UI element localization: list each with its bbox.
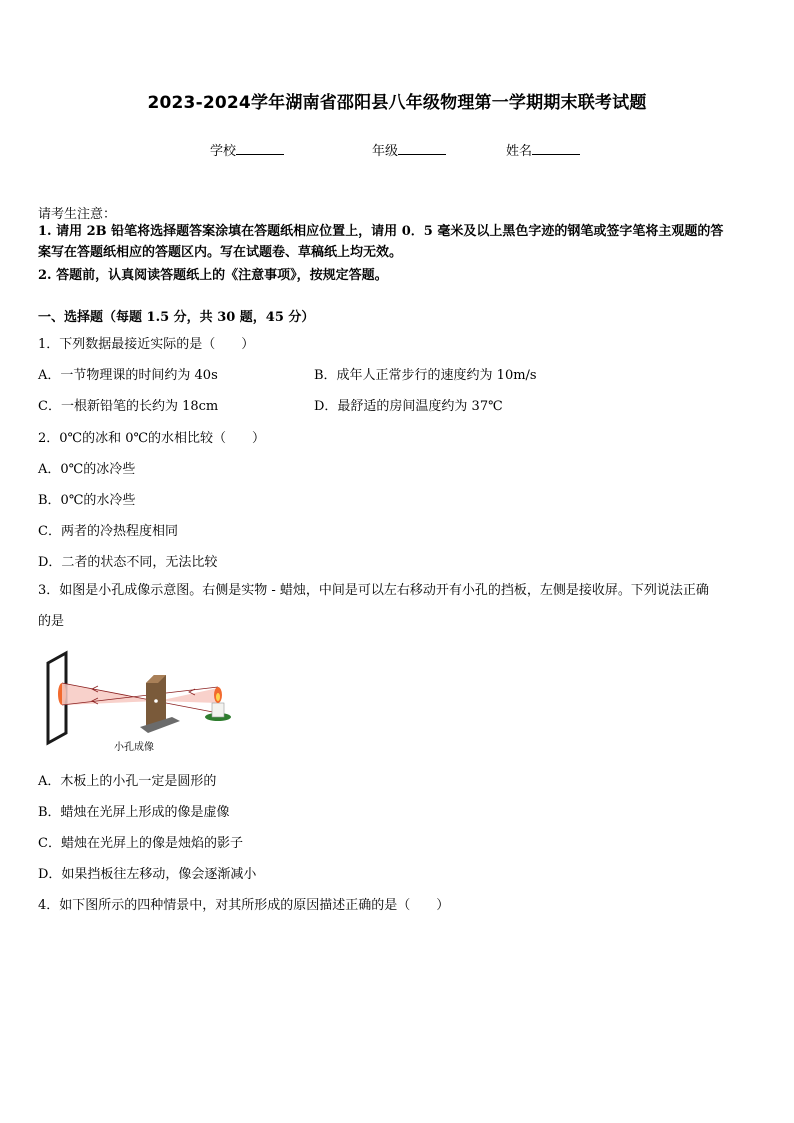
question-1-option-a: A．一节物理课的时间约为 40s [38,368,218,383]
question-1-stem: 1．下列数据最接近实际的是（ ） [38,337,255,352]
question-2-option-b: B．0℃的水冷些 [38,493,136,508]
pinhole [154,699,158,703]
grade-field [372,140,446,159]
notice-heading: 请考生注意： [38,207,117,222]
question-3-option-b: B．蜡烛在光屏上形成的像是虚像 [38,805,230,820]
candle-flame-core [216,693,220,701]
school-blank [236,142,284,155]
name-field [506,140,580,159]
pinhole-camera-figure [40,645,240,760]
notice-item-1-line-1: 1. 请用 2B 铅笔将选择题答案涂填在答题纸相应位置上，请用 0．5 毫米及以上黑色字迹的钢笔或签字笔将主观题的答 [38,224,724,239]
name-label: 姓名 [506,144,533,159]
question-4-stem: 4．如下图所示的四种情景中，对其所形成的原因描述正确的是（ ） [38,898,450,913]
notice-item-1 [38,221,758,263]
figure-caption: 小孔成像 [114,742,154,753]
notice-item-2: 2. 答题前，认真阅读答题纸上的《注意事项》，按规定答题。 [38,268,388,283]
question-3-option-c: C．蜡烛在光屏上的像是烛焰的影子 [38,836,243,851]
question-3-stem [38,575,758,637]
question-3-option-a: A．木板上的小孔一定是圆形的 [38,774,217,789]
question-2-stem: 2．0℃的冰和 0℃的水相比较（ ） [38,431,266,446]
question-1-option-c: C．一根新铅笔的长约为 18cm [38,399,219,414]
grade-blank [398,142,446,155]
school-field [210,140,284,159]
candle-body [212,703,224,717]
grade-label: 年级 [372,144,399,159]
question-3-stem-line-2: 的是 [38,614,65,629]
question-2-option-d: D．二者的状态不同，无法比较 [38,555,218,570]
question-1-option-b: B．成年人正常步行的速度约为 10m/s [314,368,537,383]
page-title: 2023-2024学年湖南省邵阳县八年级物理第一学期期末联考试题 [147,93,647,113]
name-blank [532,142,580,155]
notice-item-1-line-2: 案写在答题纸相应的答题区内。写在试题卷、草稿纸上均无效。 [38,245,403,260]
section-heading: 一、选择题（每题 1.5 分，共 30 题，45 分） [38,310,315,325]
school-label: 学校 [210,144,237,159]
question-1-option-d: D．最舒适的房间温度约为 37℃ [314,399,503,414]
light-cone-left [62,683,158,705]
question-3-option-d: D．如果挡板往左移动，像会逐渐减小 [38,867,257,882]
question-2-option-c: C．两者的冷热程度相同 [38,524,178,539]
question-3-stem-line-1: 3．如图是小孔成像示意图。右侧是实物 - 蜡烛，中间是可以左右移动开有小孔的挡板，左侧是接收屏。下列说法正确 [38,583,709,598]
question-2-option-a: A．0℃的冰冷些 [38,462,136,477]
